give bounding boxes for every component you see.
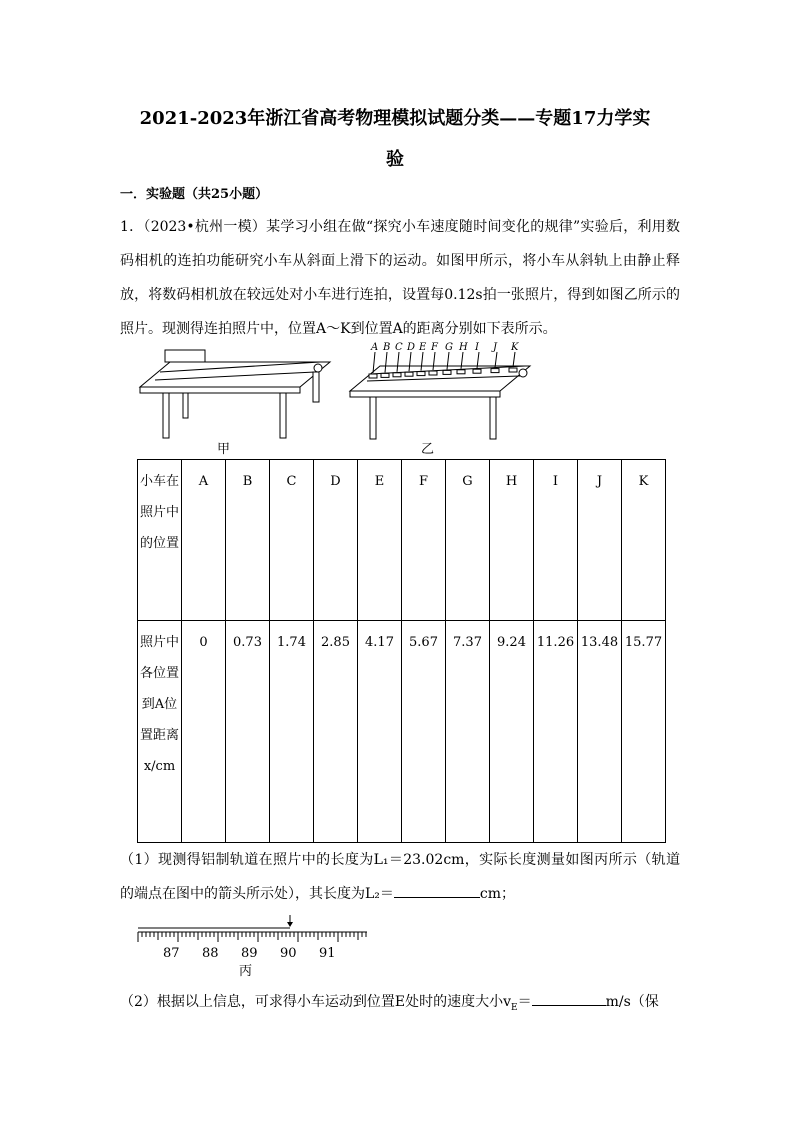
car-mark xyxy=(473,369,481,373)
position-letter: J xyxy=(493,342,498,353)
part-1-text-a: （1）现测得铝制轨道在照片中的长度为L₁＝23.02cm，实际长度测量如图丙所示（轨道的端点在图中的箭头所示处），其长度为L₂＝ xyxy=(120,852,680,902)
title-line-1: 2021-2023年浙江省高考物理模拟试题分类——专题17力学实 xyxy=(139,108,651,129)
answer-blank-vE[interactable] xyxy=(532,991,606,1006)
distance-table xyxy=(137,459,666,843)
ruler-label: 91 xyxy=(319,946,336,961)
position-letter: K xyxy=(511,342,519,353)
cell: 4.17 xyxy=(358,621,402,843)
cell: 9.24 xyxy=(490,621,534,843)
cell: 11.26 xyxy=(534,621,578,843)
ruler-figure xyxy=(135,915,375,945)
car-mark xyxy=(369,374,377,378)
arrow-icon xyxy=(287,922,293,927)
position-letter: G xyxy=(445,342,453,353)
title-line-2: 验 xyxy=(386,149,404,170)
row-header-distance: 照片中各位置到A位置距离x/cm xyxy=(138,621,182,843)
section-heading: 一．实验题（共25小题） xyxy=(120,187,269,202)
position-letter: E xyxy=(419,342,427,353)
car-mark xyxy=(393,373,401,377)
part-1-text-b: cm； xyxy=(479,886,516,902)
cell: I xyxy=(534,460,578,621)
cell: 7.37 xyxy=(446,621,490,843)
cell: 2.85 xyxy=(314,621,358,843)
row-header-position: 小车在照片中的位置 xyxy=(138,460,182,621)
arrow-line xyxy=(495,352,497,368)
figure-bing-label: 丙 xyxy=(239,964,253,979)
position-letter: I xyxy=(475,342,479,353)
car-mark xyxy=(443,370,451,374)
figures xyxy=(120,342,680,459)
position-letter: F xyxy=(431,342,438,353)
cell: D xyxy=(314,460,358,621)
part-1-text xyxy=(120,843,680,911)
cell: J xyxy=(578,460,622,621)
car-mark xyxy=(417,372,425,376)
ruler-figure-block xyxy=(120,915,680,981)
part-2-text-b: ＝ xyxy=(517,994,532,1010)
figure-yi-label: 乙 xyxy=(421,442,435,457)
ruler-label: 89 xyxy=(241,946,258,961)
figure-jia-label: 甲 xyxy=(217,442,231,457)
ruler-label: 90 xyxy=(280,946,297,961)
question-text: 1．（2023•杭州一模）某学习小组在做“探究小车速度随时间变化的规律”实验后，利用数码相机的连拍功能研究小车从斜面上滑下的运动。如图甲所示，将小车从斜轨上由静止释放，将数码相机放在较远处对小车进行连拍，设置每0.12s拍一张照片，得到如图乙所示的照片。现测得连拍照片中，位置A～K到位置A的距离分别如下表所示。 xyxy=(120,219,680,337)
car-mark xyxy=(381,373,389,377)
arrow-line xyxy=(513,352,515,367)
answer-blank-L2[interactable] xyxy=(394,883,480,898)
car-mark xyxy=(429,371,437,375)
cell: A xyxy=(182,460,226,621)
cell: E xyxy=(358,460,402,621)
figure-jia xyxy=(135,346,335,442)
table-row-positions xyxy=(138,460,666,621)
car-mark xyxy=(509,368,517,372)
cell: B xyxy=(226,460,270,621)
part-2-text-a: （2）根据以上信息，可求得小车运动到位置E处时的速度大小v xyxy=(120,994,512,1010)
figure-yi xyxy=(345,340,535,442)
cell: G xyxy=(446,460,490,621)
ruler-label: 88 xyxy=(202,946,219,961)
cell: 13.48 xyxy=(578,621,622,843)
part-2-text xyxy=(120,985,680,1019)
cell: 15.77 xyxy=(622,621,666,843)
position-letter: B xyxy=(383,342,391,353)
cell: C xyxy=(270,460,314,621)
part-2-subscript: E xyxy=(511,1002,518,1013)
cell: 5.67 xyxy=(402,621,446,843)
table-row-distances xyxy=(138,621,666,843)
part-2-text-c: m/s（保 xyxy=(605,994,659,1010)
cell: 0.73 xyxy=(226,621,270,843)
position-letter: D xyxy=(407,342,416,353)
cell: 0 xyxy=(182,621,226,843)
ruler-label: 87 xyxy=(163,946,180,961)
cell: 1.74 xyxy=(270,621,314,843)
cell: F xyxy=(402,460,446,621)
position-letter: H xyxy=(459,342,468,353)
position-letter: C xyxy=(395,342,403,353)
cell: H xyxy=(490,460,534,621)
car-mark xyxy=(405,372,413,376)
position-letter: A xyxy=(371,342,379,353)
car-mark xyxy=(457,370,465,374)
cell: K xyxy=(622,460,666,621)
car-mark xyxy=(491,369,499,373)
